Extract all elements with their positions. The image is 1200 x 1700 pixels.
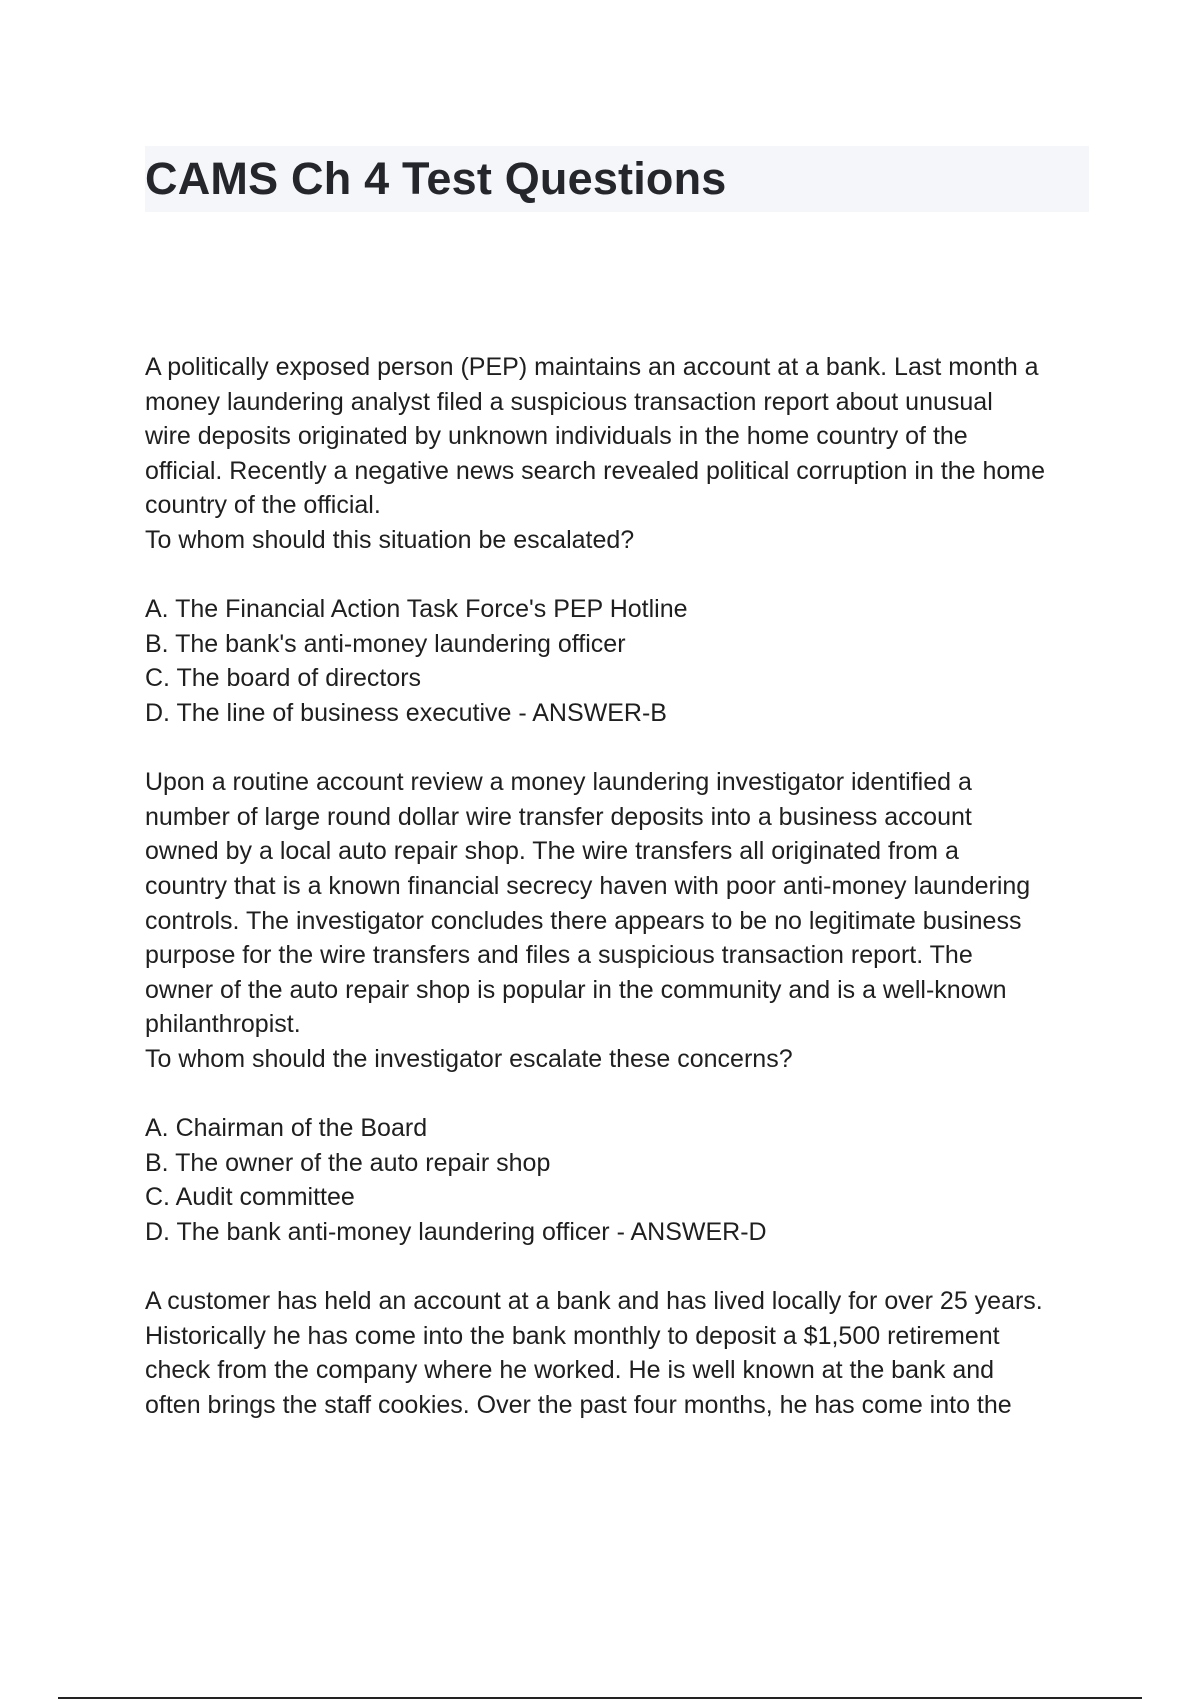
answer-options-1 xyxy=(145,592,1095,730)
question-text-line: official. Recently a negative news search revealed political corruption in the home xyxy=(145,456,1046,485)
question-text-line: owned by a local auto repair shop. The wire transfers all originated from a xyxy=(145,837,959,866)
question-prompt: To whom should this situation be escalated? xyxy=(145,525,635,554)
answer-option: D. The bank anti-money laundering officer - ANSWER-D xyxy=(145,1217,767,1246)
question-text-line: Historically he has come into the bank monthly to deposit a $1,500 retirement xyxy=(145,1321,1000,1350)
question-text-line: wire deposits originated by unknown individuals in the home country of the xyxy=(145,422,968,451)
question-text-line: country of the official. xyxy=(145,491,381,520)
answer-option: B. The bank's anti-money laundering officer xyxy=(145,629,626,658)
question-list xyxy=(145,350,1095,1457)
question-text-line: check from the company where he worked. He is well known at the bank and xyxy=(145,1356,995,1385)
question-text-line: money laundering analyst filed a suspicious transaction report about unusual xyxy=(145,387,993,416)
question-1 xyxy=(145,350,1095,558)
answer-option: A. The Financial Action Task Force's PEP Hotline xyxy=(145,595,688,624)
answer-option: C. Audit committee xyxy=(145,1183,355,1212)
question-3 xyxy=(145,1284,1095,1422)
answer-option: A. Chairman of the Board xyxy=(145,1114,428,1143)
answer-option: B. The owner of the auto repair shop xyxy=(145,1148,551,1177)
question-text-line: A politically exposed person (PEP) maintains an account at a bank. Last month a xyxy=(145,353,1039,381)
question-text-line: country that is a known financial secrecy haven with poor anti-money laundering xyxy=(145,871,1031,900)
question-text-line: philanthropist. xyxy=(145,1010,301,1039)
page-bottom-rule xyxy=(58,1697,1142,1699)
page-title: CAMS Ch 4 Test Questions xyxy=(145,153,727,204)
question-text-line: owner of the auto repair shop is popular in the community and is a well-known xyxy=(145,975,1007,1004)
question-text-line: Upon a routine account review a money laundering investigator identified a xyxy=(145,768,972,797)
answer-options-2 xyxy=(145,1111,1095,1249)
question-2 xyxy=(145,765,1095,1076)
answer-option: C. The board of directors xyxy=(145,664,422,693)
question-text-line: purpose for the wire transfers and files a suspicious transaction report. The xyxy=(145,941,973,970)
question-text-line: controls. The investigator concludes there appears to be no legitimate business xyxy=(145,906,1022,935)
question-text-line: often brings the staff cookies. Over the past four months, he has come into the xyxy=(145,1390,1012,1419)
question-text-line: A customer has held an account at a bank and has lived locally for over 25 years. xyxy=(145,1287,1043,1316)
question-prompt: To whom should the investigator escalate these concerns? xyxy=(145,1044,793,1073)
question-text-line: number of large round dollar wire transfer deposits into a business account xyxy=(145,802,972,831)
answer-option: D. The line of business executive - ANSWER-B xyxy=(145,698,667,727)
